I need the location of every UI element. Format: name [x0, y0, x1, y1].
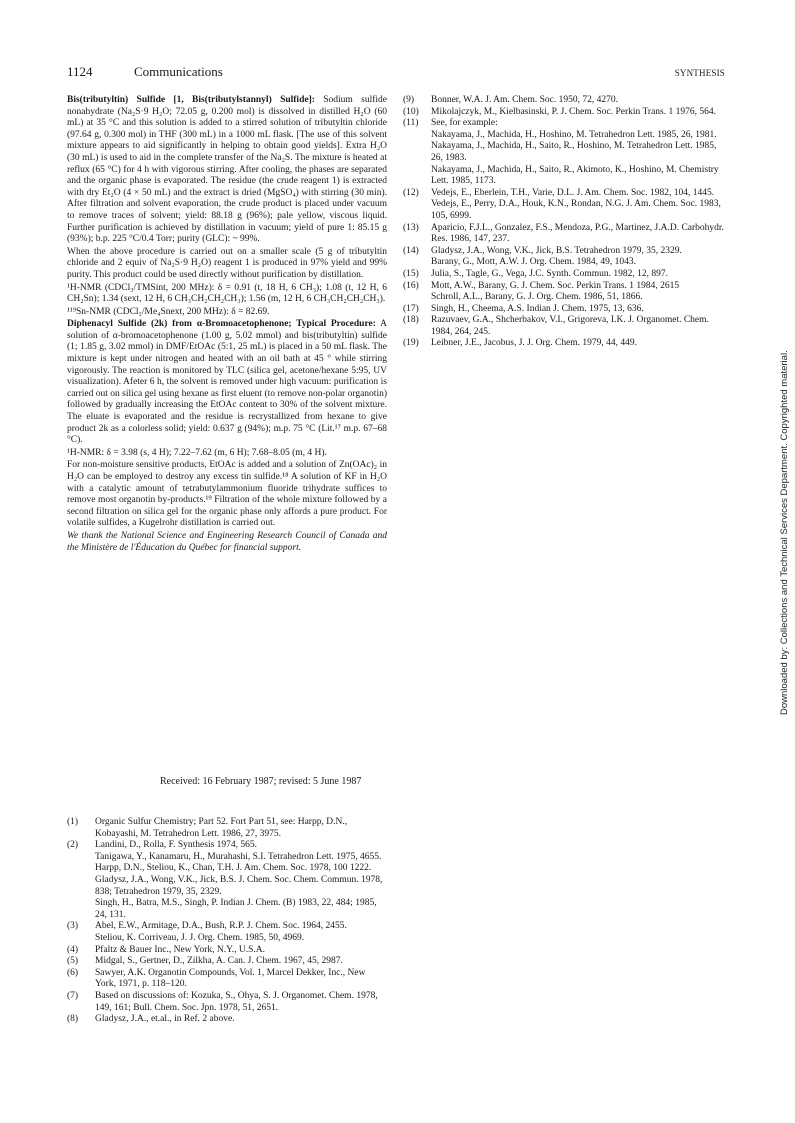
reference-item [403, 315, 725, 338]
procedure-2-title: Diphenacyl Sulfide (2k) from α-Bromoacetophenone; Typical Procedure: [67, 319, 376, 330]
procedure-1-body: Sodium sulfide nonahydrate (Na₂S·9 H₂O; 72.05 g, 0.200 mol) is dissolved in distilled H₂O (60 mL) at 35 °C and this solution is added to a stirred solution of tributyltin chloride (97.64 g, 0.300 mol) in THF (300 mL) in a 1000 mL flask. [The use of this solvent mixture appears to aid significantly in helping to obtain good yields]. Extra H₂O (30 mL) is used to aid in the complete transfer of the Na₂S. The mixture is heated at reflux (65 °C) for 4 h with vigorous stirring. After cooling, the phases are separated and the organic phase is evaporated. The residue (the crude reagent 1) is extracted with dry Et₂O (4 × 50 mL) and the extract is dried (MgSO₄) with stirring (30 min). After filtration and solvent evaporation, the crude product is placed under vacuum to remove traces of solvent; yield: 88.18 g (96%); pale yellow, viscous liquid. Further purification is achieved by distillation in vacuum; yield of pure 1: 85.15 g (93%); b.p. 225 °C/0.4 Torr; purity (GLC): ~ 99%. [67, 95, 388, 245]
workup-paragraph: For non-moisture sensitive products, EtOAc is added and a solution of Zn(OAc)₂ in H₂O can be employed to destroy any excess tin sulfide.¹⁸ A solution of KF in H₂O with a catalytic amount of tetrabutylammonium fluoride trihydrate suffices to remove most organotin by-products.¹⁹ Filtration of the whole mixture followed by a second filtration on silica gel for the organic phase only affords a pure product. For volatile sulfides, a Kugelrohr distillation is carried out. [67, 460, 387, 529]
reference-number: (8) [67, 1014, 79, 1025]
reference-item [403, 281, 725, 304]
reference-number: (6) [67, 967, 79, 978]
reference-line: Aparicio, F.J.L., Gonzalez, F.S., Mendoza, P.G., Martinez, J.A.D. Carbohydr. Res. 1986, 147, 237. [431, 222, 724, 245]
reference-number: (14) [403, 245, 419, 256]
reference-number: (17) [403, 303, 419, 314]
reference-text [95, 840, 387, 921]
reference-item [67, 840, 387, 921]
reference-line: See, for example: [431, 118, 498, 129]
reference-number: (13) [403, 222, 419, 233]
reference-text [431, 107, 725, 119]
acknowledgement: We thank the National Science and Engineering Research Council of Canada and the Ministère de l'Éducation du Québec for financial support. [67, 530, 387, 553]
reference-line: Julia, S., Tagle, G., Vega, J.C. Synth. Commun. 1982, 12, 897. [431, 268, 669, 279]
reference-item [403, 107, 725, 119]
reference-text [431, 188, 725, 223]
reference-text [95, 991, 387, 1014]
page-number: 1124 [67, 64, 93, 79]
reference-line: Singh, H., Cheema, A.S. Indian J. Chem. 1975, 13, 636. [431, 303, 644, 314]
received-date: Received: 16 February 1987; revised: 5 June 1987 [160, 776, 362, 787]
reference-line: Vedejs, E., Perry, D.A., Houk, K.N., Rondan, N.G. J. Am. Chem. Soc. 1983, 105, 6999. [431, 199, 721, 221]
reference-text [431, 223, 725, 246]
sn-nmr-data: ¹¹⁹Sn-NMR (CDCl₃/Me₄Snext, 200 MHz): δ = 82.69. [67, 306, 270, 317]
reference-item [67, 1014, 387, 1026]
reference-text [95, 956, 387, 968]
reference-text [95, 1014, 387, 1026]
reference-number: (12) [403, 187, 419, 198]
references-right [403, 95, 725, 350]
reference-line: Barany, G., Mott, A.W. J. Org. Chem. 1984, 49, 1043. [431, 257, 636, 268]
reference-line: Gladysz, J.A., et.al., in Ref. 2 above. [95, 1014, 235, 1025]
reference-item [403, 338, 725, 350]
reference-line: Steliou, K. Corriveau, J. J. Org. Chem. 1985, 50, 4969. [95, 932, 305, 943]
reference-line: Landini, D., Rolla, F. Synthesis 1974, 565. [95, 840, 258, 851]
reference-line: Mott, A.W., Barany, G. J. Chem. Soc. Perkin Trans. 1 1984, 2615 [431, 280, 680, 291]
reference-number: (3) [67, 921, 79, 932]
reference-number: (16) [403, 280, 419, 291]
reference-line: Gladysz, J.A., Wong, V.K., Jick, B.S. J. Chem. Soc. Chem. Commun. 1978, 838; Tetrahedron 1979, 35, 2329. [95, 874, 383, 897]
reference-line: Tanigawa, Y., Kanamaru, H., Murahashi, S.I. Tetrahedron Lett. 1975, 4655. [95, 851, 382, 862]
reference-number: (4) [67, 944, 79, 955]
reference-text [431, 304, 725, 316]
reference-item [67, 945, 387, 957]
procedure-2-paragraph [67, 319, 387, 447]
reference-item [403, 95, 725, 107]
reference-text [95, 921, 387, 944]
reference-text [95, 817, 387, 840]
reference-line: Vedejs, E., Eberlein, T.H., Varie, D.L. J. Am. Chem. Soc. 1982, 104, 1445. [431, 187, 715, 198]
download-notice-text: Downloaded by: Collections and Technical Services Department. Copyrighted material. [779, 350, 790, 715]
reference-line: Bonner, W.A. J. Am. Chem. Soc. 1950, 72, 4270. [431, 95, 618, 105]
reference-item [67, 921, 387, 944]
reference-number: (15) [403, 268, 419, 279]
journal-name: SYNTHESIS [674, 68, 725, 78]
procedure-1-title: Bis(tributyltin) Sulfide [1, Bis(tributylstannyl) Sulfide]: [67, 95, 315, 105]
reference-item [403, 223, 725, 246]
reference-number: (10) [403, 106, 419, 117]
reference-item [67, 968, 387, 991]
reference-text [431, 118, 725, 188]
procedure-2-body: A solution of α-bromoacetophenone (1.00 g, 5.02 mmol) and bis(tributyltin) sulfide (1; 1.85 g, 3.02 mmol) in DMF/EtOAc (5:1, 25 mL) is placed in a 50 mL flask. The mixture is kept under nitrogen and heated with an oil bath at 45 ° while stirring vigorously. The reaction is monitored by TLC (silica gel, acetone/hexane 5:95, UV visualization). Afeter 6 h, the solvent is removed under high vacuum: purification is carried out on silica gel using hexane as first eluent (to remove non-polar organotin) followed by gradually increasing the EtOAc content to 30% of the solvent mixture. The eluate is evaporated and the residue is recrystallized from hexane to give product 2k as a colorless solid; yield: 0.637 g (94%); m.p. 75 °C (Lit.¹⁷ m.p. 67–68 °C). [67, 319, 387, 446]
reference-item [403, 269, 725, 281]
reference-line: Leibner, J.E., Jacobus, J. J. Org. Chem. 1979, 44, 449. [431, 338, 638, 349]
reference-item [403, 304, 725, 316]
reference-line: Nakayama, J., Machida, H., Hoshino, M. Tetrahedron Lett. 1985, 26, 1981. [431, 129, 717, 140]
reference-line: Organic Sulfur Chemistry; Part 52. Fort Part 51, see: Harpp, D.N., Kobayashi, M. Tetrahedron Lett. 1986, 27, 3975. [95, 817, 348, 839]
section-title: Communications [134, 64, 223, 79]
reference-item [403, 188, 725, 223]
h-nmr-data-2: ¹H-NMR: δ = 3.98 (s, 4 H); 7.22–7.62 (m, 6 H); 7.68–8.05 (m, 4 H). [67, 447, 327, 458]
reference-text [431, 95, 725, 107]
reference-number: (7) [67, 990, 79, 1001]
reference-text [431, 246, 725, 269]
references-left [67, 817, 387, 1026]
reference-line: Based on discussions of: Kozuka, S., Ohya, S. J. Organomet. Chem. 1978, 149, 161; Bull. Chem. Soc. Jpn. 1978, 51, 2651. [95, 990, 378, 1013]
reference-number: (5) [67, 956, 79, 967]
reference-number: (11) [403, 118, 419, 129]
reference-line: Razuvaev, G.A., Shcherbakov, V.I., Grigoreva, I.K. J. Organomet. Chem. 1984, 264, 245. [431, 315, 709, 337]
procedure-1-paragraph [67, 95, 387, 246]
reference-line: Nakayama, J., Machida, H., Saito, R., Hoshino, M. Tetrahedron Lett. 1985, 26, 1983. [431, 141, 717, 163]
left-column [67, 95, 387, 554]
reference-number: (2) [67, 840, 79, 851]
reference-line: Schroll, A.L., Barany, G. J. Org. Chem. 1986, 51, 1866. [431, 292, 643, 303]
reference-number: (1) [67, 817, 79, 827]
reference-text [431, 269, 725, 281]
reference-text [431, 281, 725, 304]
reference-number: (18) [403, 315, 419, 326]
reference-item [67, 956, 387, 968]
reference-item [403, 246, 725, 269]
reference-item [403, 118, 725, 188]
reference-item [67, 991, 387, 1014]
reference-line: Gladysz, J.A., Wong, V.K., Jick, B.S. Tetrahedron 1979, 35, 2329. [431, 245, 682, 256]
small-scale-paragraph: When the above procedure is carried out on a smaller scale (5 g of tributyltin chloride and 2 equiv of Na₂S·9 H₂O) reagent 1 is produced in 97% yield and 99% purity. This product could be used directly without purification by distillation. [67, 246, 387, 280]
reference-number: (9) [403, 95, 415, 105]
reference-item [67, 817, 387, 840]
reference-text [431, 338, 725, 350]
reference-line: Abel, E.W., Armitage, D.A., Bush, R.P. J. Chem. Soc. 1964, 2455. [95, 921, 347, 932]
reference-line: Midgal, S., Gertner, D., Zilkha, A. Can. J. Chem. 1967, 45, 2987. [95, 956, 343, 967]
reference-line: Nakayama, J., Machida, H., Saito, R., Akimoto, K., Hoshino, M. Chemistry Lett. 1985, 1173. [431, 164, 719, 187]
reference-text [431, 315, 725, 338]
reference-text [95, 968, 387, 991]
reference-text [95, 945, 387, 957]
reference-line: Mikolajczyk, M., Kielbasinski, P. J. Chem. Soc. Perkin Trans. 1 1976, 564. [431, 106, 717, 117]
reference-number: (19) [403, 338, 419, 349]
reference-line: Pfaltz & Bauer Inc., New York, N.Y., U.S.A. [95, 944, 266, 955]
h-nmr-data-1: ¹H-NMR (CDCl₃/TMSint, 200 MHz): δ = 0.91 (t, 18 H, 6 CH₃); 1.08 (t, 12 H, 6 CH₂Sn); 1.34 (sext, 12 H, 6 CH₃CH₂CH₂CH₃); 1.56 (m, 12 H, 6 CH₃CH₂CH₂CH₃). [67, 282, 387, 305]
reference-line: Sawyer, A.K. Organotin Compounds, Vol. 1, Marcel Dekker, Inc., New York, 1971, p. 118–120. [95, 967, 366, 990]
reference-line: Harpp, D.N., Steliou, K., Chan, T.H. J. Am. Chem. Soc. 1978, 100 1222. [95, 863, 372, 874]
reference-line: Singh, H., Batra, M.S., Singh, P. Indian J. Chem. (B) 1983, 22, 484; 1985, 24, 131. [95, 898, 377, 920]
